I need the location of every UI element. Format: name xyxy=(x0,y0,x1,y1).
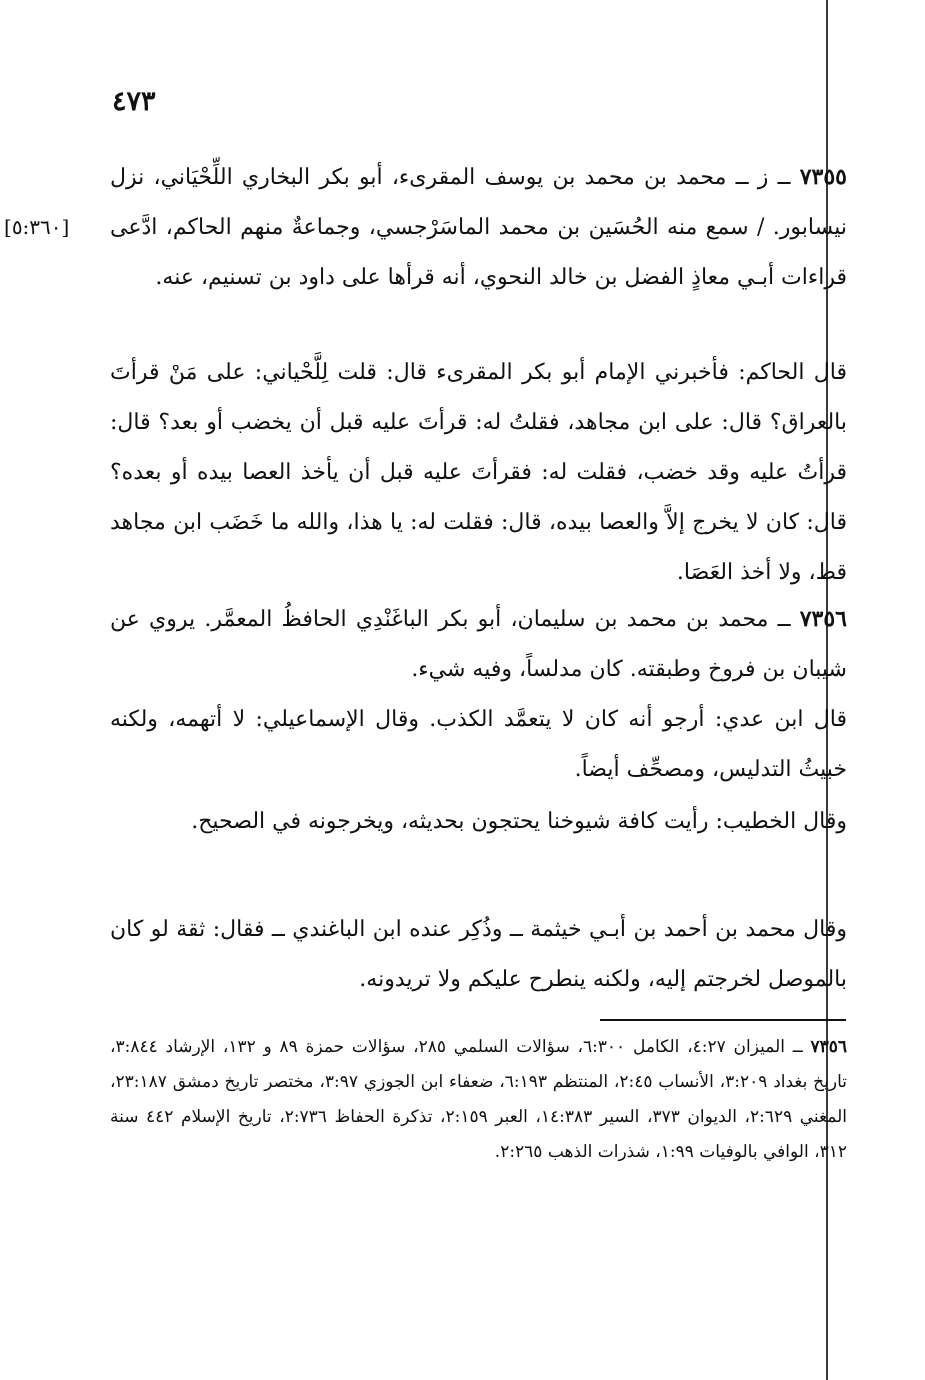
paragraph: قال ابن عدي: أرجو أنه كان لا يتعمَّد الكذب. وقال الإسماعيلي: لا أتهمه، ولكنه خبيثُ التدليس، ومصحِّف أيضاً. xyxy=(110,707,847,782)
footnote-number: ٧٣٥٦ xyxy=(810,1037,847,1057)
khatib-quote xyxy=(110,797,847,847)
footnote-divider xyxy=(600,1019,846,1021)
paragraph: قال الحاكم: فأخبرني الإمام أبو بكر المقرىء قال: قلت لِلَّحْياني: على مَنْ قرأتَ بالعراق؟ قال: على ابن مجاهد، فقلتُ له: قرأتَ عليه قبل أن يخضب أو بعد؟ قال: قرأتُ عليه وقد خضب، فقلت له: فقرأتَ عليه قبل أن يأخذ العصا بيده أو بعده؟ قال: كان لا يخرج إلاَّ والعصا بيده، قال: فقلت له: يا هذا، والله ما خَضَب ابن مجاهد قط، ولا أخذ العَصَا. xyxy=(110,360,847,585)
footnote-text: ــ الميزان ٤:٢٧، الكامل ٦:٣٠٠، سؤالات السلمي ٢٨٥، سؤالات حمزة ٨٩ و ١٣٢، الإرشاد ٣:٨٤٤، تاريخ بغداد ٣:٢٠٩، الأنساب ٢:٤٥، المنتظم ٦:١٩٣، ضعفاء ابن الجوزي ٣:٩٧، مختصر تاريخ دمشق ٢٣:١٨٧، المغني ٢:٦٢٩، الديوان ٣٧٣، السير ١٤:٣٨٣، العبر ٢:١٥٩، تذكرة الحفاظ ٢:٧٣٦، تاريخ الإسلام ٤٤٢ سنة ٣١٢، الوافي بالوفيات ١:٩٩، شذرات الذهب ٢:٢٦٥. xyxy=(110,1037,847,1162)
paragraph: وقال محمد بن أحمد بن أبـي خيثمة ــ وذُكِر عنده ابن الباغندي ــ فقال: ثقة لو كان بالموصل لخرجتم إليه، ولكنه ينطرح عليكم ولا تريدونه. xyxy=(110,917,847,992)
entry-text: ــ ز ــ محمد بن محمد بن يوسف المقرىء، أبو بكر البخاري اللِّحْيَاني، نزل نيسابور. / سمع منه الحُسَين بن محمد الماسَرْجسي، وجماعةٌ منهم الحاكم، ادَّعى قراءات أبـي معاذٍ الفضل بن خالد النحوي، أنه قرأها على داود بن تسنيم، عنه. xyxy=(110,165,847,290)
ibn-adi-quote xyxy=(110,695,847,795)
ibn-abi-khaythama-quote xyxy=(110,905,847,1005)
entry-number: ٧٣٥٥ xyxy=(799,164,847,190)
entry-7356 xyxy=(110,594,847,695)
hakim-narration xyxy=(110,348,847,598)
entry-7355-paragraph xyxy=(110,152,847,303)
footnote-paragraph xyxy=(110,1030,847,1170)
footnote xyxy=(110,1030,847,1170)
entry-7355 xyxy=(110,152,847,303)
entry-text: ــ محمد بن محمد بن سليمان، أبو بكر الباغَنْدِي الحافظُ المعمَّر. يروي عن شيبان بن فروخ وطبقته. كان مدلساً، وفيه شيء. xyxy=(110,607,847,682)
entry-number: ٧٣٥٦ xyxy=(799,606,847,632)
paragraph: وقال الخطيب: رأيت كافة شيوخنا يحتجون بحديثه، ويخرجونه في الصحيح. xyxy=(191,809,847,834)
page-number: ٤٧٣ xyxy=(112,86,156,117)
entry-7356-paragraph xyxy=(110,594,847,695)
margin-reference: [٥:٣٦٠] xyxy=(4,215,70,239)
